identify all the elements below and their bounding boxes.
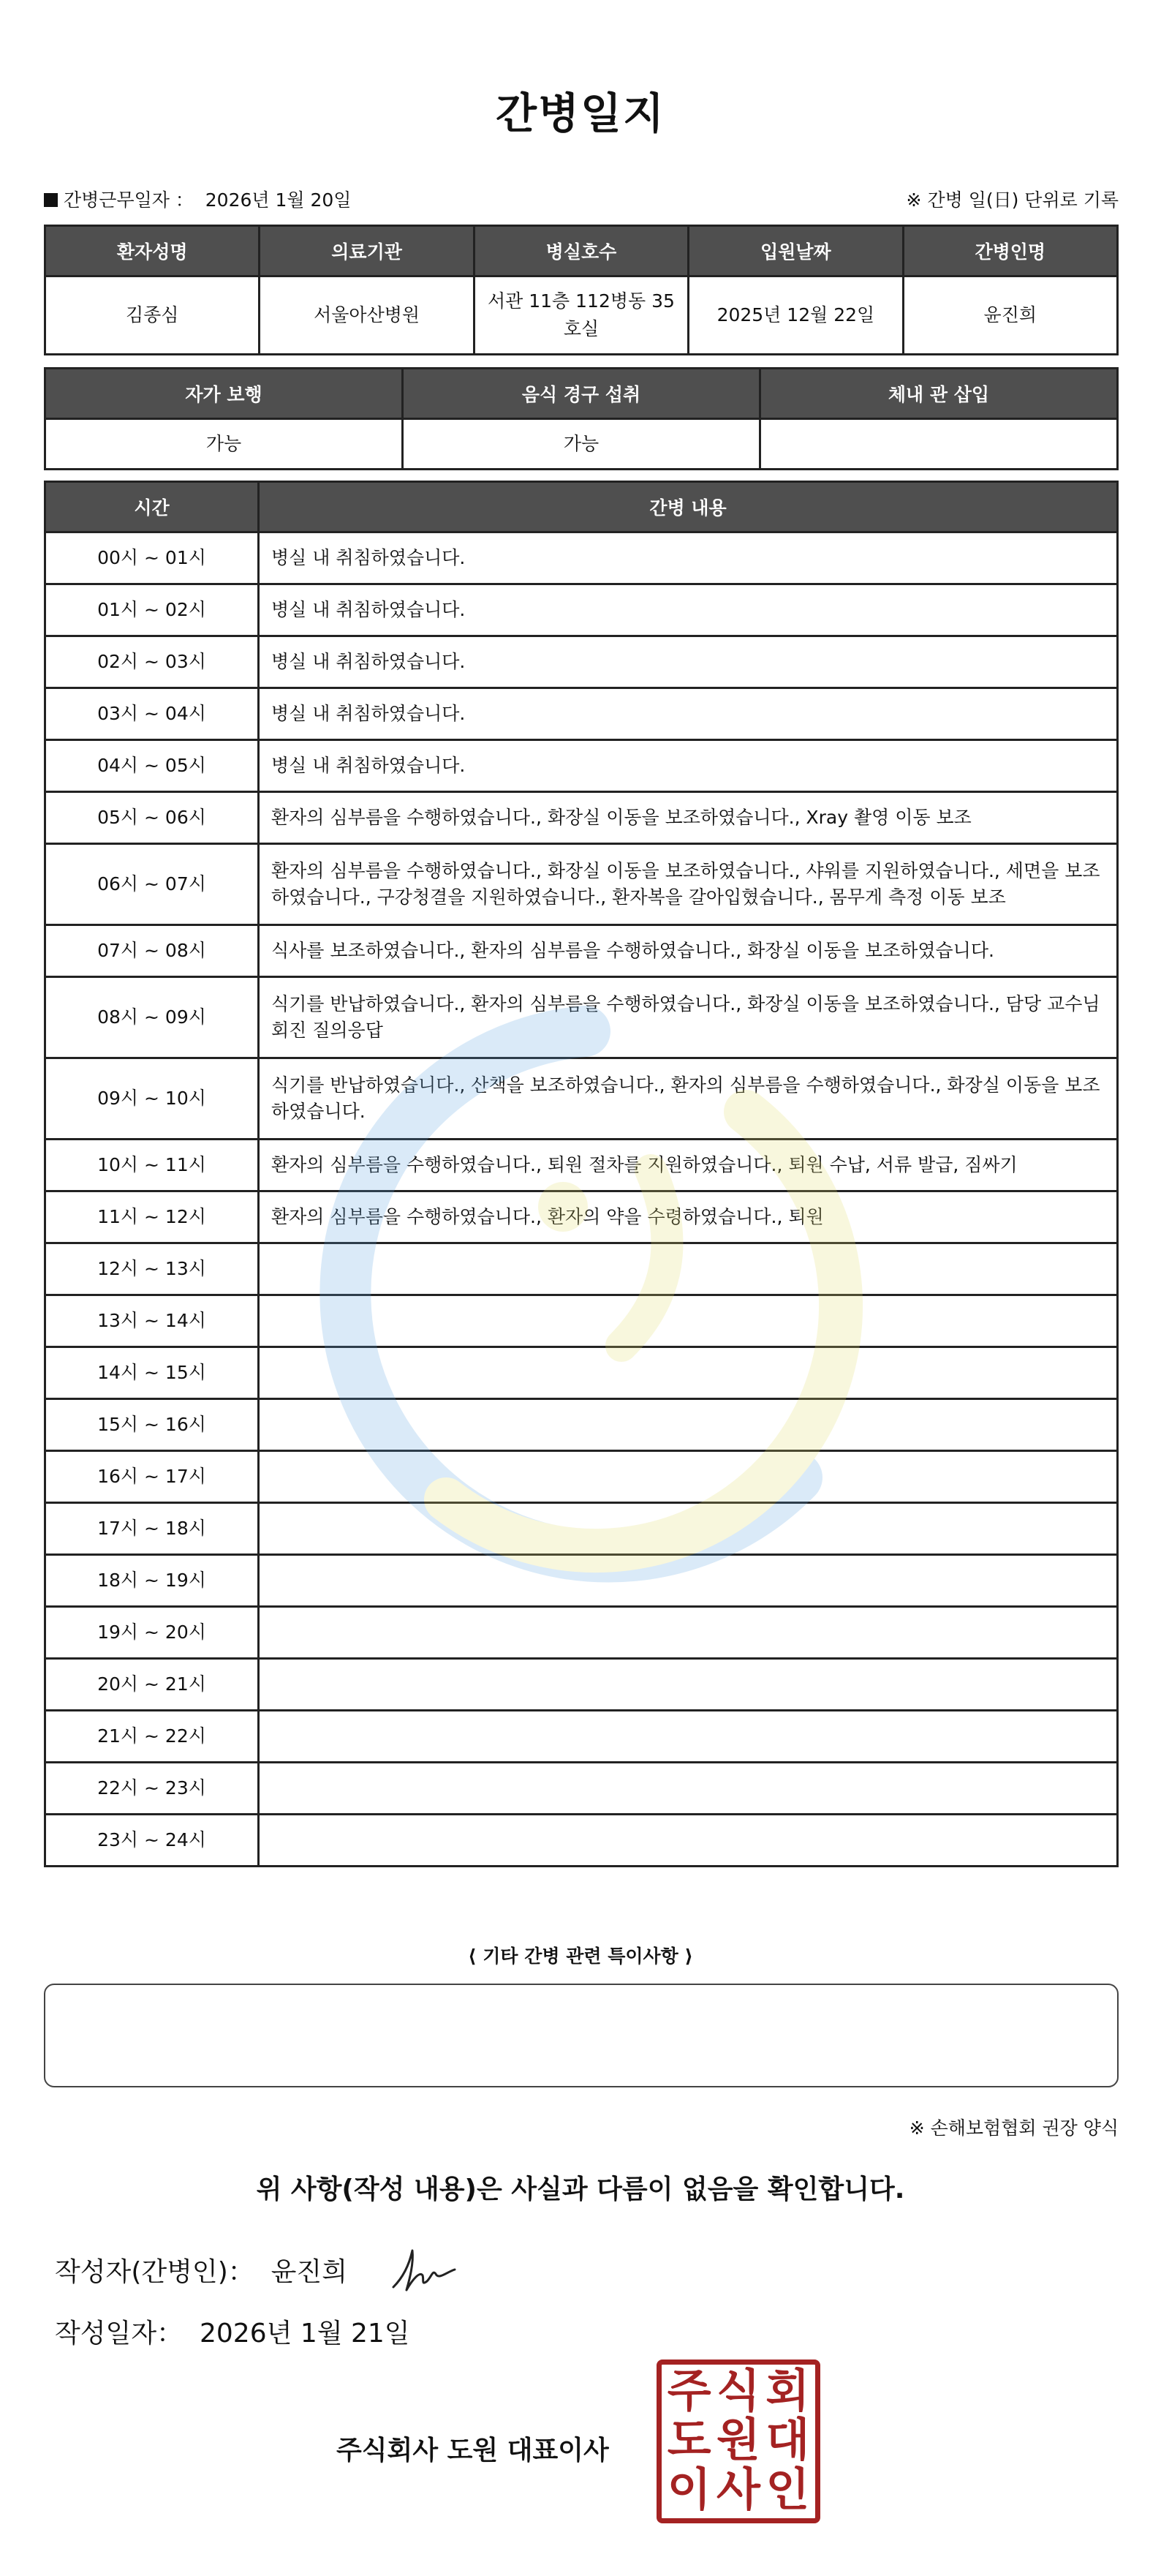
log-content: 병실 내 취침하였습니다. bbox=[259, 740, 1118, 792]
remarks-box bbox=[44, 1984, 1119, 2087]
work-date-value: 2026년 1월 20일 bbox=[205, 189, 352, 211]
log-time: 14시 ~ 15시 bbox=[45, 1347, 259, 1399]
log-time: 07시 ~ 08시 bbox=[45, 925, 259, 977]
header-tube-insertion: 체내 관 삽입 bbox=[760, 369, 1118, 419]
log-time: 17시 ~ 18시 bbox=[45, 1503, 259, 1555]
log-row bbox=[45, 1555, 1118, 1607]
caregiver-name: 윤진희 bbox=[903, 276, 1117, 355]
record-note: ※ 간병 일(日) 단위로 기록 bbox=[906, 189, 1119, 211]
header-self-walking: 자가 보행 bbox=[45, 369, 403, 419]
log-content bbox=[259, 1243, 1118, 1295]
document-title: 간병일지 bbox=[495, 88, 666, 138]
log-row bbox=[45, 977, 1118, 1058]
tube-insertion-value bbox=[760, 419, 1118, 470]
seal-character: 식 bbox=[716, 2364, 760, 2417]
confirmation-statement: 위 사항(작성 내용)은 사실과 다름이 없음을 확인합니다. bbox=[256, 2174, 905, 2204]
log-content: 병실 내 취침하였습니다. bbox=[259, 688, 1118, 740]
log-content: 환자의 심부름을 수행하였습니다., 화장실 이동을 보조하였습니다., Xray 촬영 이동 보조 bbox=[259, 792, 1118, 844]
writer-line bbox=[55, 2251, 347, 2289]
log-time: 08시 ~ 09시 bbox=[45, 977, 259, 1058]
log-row bbox=[45, 1347, 1118, 1399]
log-row bbox=[45, 1451, 1118, 1503]
log-time: 21시 ~ 22시 bbox=[45, 1711, 259, 1763]
log-content: 식기를 반납하였습니다., 산책을 보조하였습니다., 환자의 심부름을 수행하였습니다., 화장실 이동을 보조하였습니다. bbox=[259, 1058, 1118, 1140]
log-row bbox=[45, 1295, 1118, 1347]
writer-name: 윤진희 bbox=[271, 2257, 347, 2287]
log-time: 23시 ~ 24시 bbox=[45, 1815, 259, 1867]
log-row bbox=[45, 1711, 1118, 1763]
log-time: 15시 ~ 16시 bbox=[45, 1399, 259, 1451]
log-content bbox=[259, 1763, 1118, 1815]
log-row bbox=[45, 688, 1118, 740]
write-date-line bbox=[55, 2313, 410, 2350]
log-row bbox=[45, 1503, 1118, 1555]
seal-character: 대 bbox=[765, 2413, 810, 2467]
patient-name: 김종심 bbox=[45, 276, 260, 355]
log-content: 식기를 반납하였습니다., 환자의 심부름을 수행하였습니다., 화장실 이동을 보조하였습니다., 담당 교수님 회진 질의응답 bbox=[259, 977, 1118, 1058]
room-number: 서관 11층 112병동 35호실 bbox=[474, 276, 688, 355]
log-content bbox=[259, 1503, 1118, 1555]
log-time: 19시 ~ 20시 bbox=[45, 1607, 259, 1659]
log-row bbox=[45, 925, 1118, 977]
log-content bbox=[259, 1659, 1118, 1711]
log-content: 병실 내 취침하였습니다. bbox=[259, 532, 1118, 584]
patient-info-table bbox=[44, 225, 1119, 355]
log-time: 02시 ~ 03시 bbox=[45, 636, 259, 688]
log-row bbox=[45, 1243, 1118, 1295]
log-row bbox=[45, 1140, 1118, 1191]
log-time: 18시 ~ 19시 bbox=[45, 1555, 259, 1607]
log-content bbox=[259, 1451, 1118, 1503]
log-row bbox=[45, 532, 1118, 584]
log-time: 20시 ~ 21시 bbox=[45, 1659, 259, 1711]
log-content: 병실 내 취침하였습니다. bbox=[259, 636, 1118, 688]
header-care-content: 간병 내용 bbox=[259, 482, 1118, 532]
work-date bbox=[44, 186, 351, 212]
log-row bbox=[45, 1399, 1118, 1451]
log-row bbox=[45, 1191, 1118, 1243]
company-seal-stamp bbox=[657, 2360, 820, 2523]
header-room: 병실호수 bbox=[474, 226, 688, 276]
log-content: 환자의 심부름을 수행하였습니다., 퇴원 절차를 지원하였습니다., 퇴원 수납, 서류 발급, 짐싸기 bbox=[259, 1140, 1118, 1191]
log-content bbox=[259, 1711, 1118, 1763]
log-row bbox=[45, 636, 1118, 688]
seal-character: 인 bbox=[765, 2462, 810, 2516]
log-time: 06시 ~ 07시 bbox=[45, 844, 259, 925]
hospital-name: 서울아산병원 bbox=[260, 276, 474, 355]
log-time: 05시 ~ 06시 bbox=[45, 792, 259, 844]
log-content bbox=[259, 1607, 1118, 1659]
header-oral-intake: 음식 경구 섭취 bbox=[403, 369, 760, 419]
seal-character: 사 bbox=[716, 2462, 760, 2516]
log-content bbox=[259, 1555, 1118, 1607]
log-row bbox=[45, 1058, 1118, 1140]
log-content: 환자의 심부름을 수행하였습니다., 환자의 약을 수령하였습니다., 퇴원 bbox=[259, 1191, 1118, 1243]
admission-date: 2025년 12월 22일 bbox=[689, 276, 903, 355]
form-note: ※ 손해보험협회 권장 양식 bbox=[909, 2117, 1119, 2139]
log-time: 09시 ~ 10시 bbox=[45, 1058, 259, 1140]
log-time: 16시 ~ 17시 bbox=[45, 1451, 259, 1503]
writer-label: 작성자(간병인)： bbox=[55, 2257, 254, 2287]
log-content bbox=[259, 1295, 1118, 1347]
log-row bbox=[45, 1659, 1118, 1711]
log-row bbox=[45, 844, 1118, 925]
seal-character: 이 bbox=[667, 2462, 711, 2516]
oral-intake-value: 가능 bbox=[403, 419, 760, 470]
header-admission-date: 입원날짜 bbox=[689, 226, 903, 276]
log-time: 01시 ~ 02시 bbox=[45, 584, 259, 636]
seal-character: 원 bbox=[716, 2413, 760, 2467]
log-time: 13시 ~ 14시 bbox=[45, 1295, 259, 1347]
log-row bbox=[45, 1815, 1118, 1867]
work-date-label: 간병근무일자 ： bbox=[64, 189, 194, 211]
write-date-value: 2026년 1월 21일 bbox=[200, 2319, 410, 2349]
signature-image bbox=[387, 2242, 468, 2300]
log-time: 04시 ~ 05시 bbox=[45, 740, 259, 792]
log-content: 식사를 보조하였습니다., 환자의 심부름을 수행하였습니다., 화장실 이동을 보조하였습니다. bbox=[259, 925, 1118, 977]
log-time: 22시 ~ 23시 bbox=[45, 1763, 259, 1815]
header-time: 시간 bbox=[45, 482, 259, 532]
self-walking-value: 가능 bbox=[45, 419, 403, 470]
header-hospital: 의료기관 bbox=[260, 226, 474, 276]
seal-character: 주 bbox=[667, 2364, 711, 2417]
log-time: 11시 ~ 12시 bbox=[45, 1191, 259, 1243]
log-content bbox=[259, 1399, 1118, 1451]
log-row bbox=[45, 1607, 1118, 1659]
remarks-title: ⟨ 기타 간병 관련 특이사항 ⟩ bbox=[468, 1946, 693, 1967]
log-row bbox=[45, 792, 1118, 844]
company-name: 주식회사 도원 대표이사 bbox=[336, 2436, 609, 2466]
log-content bbox=[259, 1815, 1118, 1867]
log-time: 00시 ~ 01시 bbox=[45, 532, 259, 584]
hourly-log-table bbox=[44, 481, 1119, 1867]
log-row bbox=[45, 740, 1118, 792]
log-time: 12시 ~ 13시 bbox=[45, 1243, 259, 1295]
log-time: 03시 ~ 04시 bbox=[45, 688, 259, 740]
log-content: 환자의 심부름을 수행하였습니다., 화장실 이동을 보조하였습니다., 샤워를 지원하였습니다., 세면을 보조하였습니다., 구강청결을 지원하였습니다., 환자복을 갈아입혔습니다., 몸무게 측정 이동 보조 bbox=[259, 844, 1118, 925]
seal-character: 도 bbox=[667, 2413, 711, 2467]
log-content bbox=[259, 1347, 1118, 1399]
log-row bbox=[45, 1763, 1118, 1815]
patient-status-table bbox=[44, 367, 1119, 470]
seal-character: 회 bbox=[765, 2364, 810, 2417]
header-patient-name: 환자성명 bbox=[45, 226, 260, 276]
log-content: 병실 내 취침하였습니다. bbox=[259, 584, 1118, 636]
log-row bbox=[45, 584, 1118, 636]
header-caregiver: 간병인명 bbox=[903, 226, 1117, 276]
log-time: 10시 ~ 11시 bbox=[45, 1140, 259, 1191]
write-date-label: 작성일자： bbox=[55, 2319, 184, 2349]
square-bullet-icon bbox=[44, 193, 58, 207]
